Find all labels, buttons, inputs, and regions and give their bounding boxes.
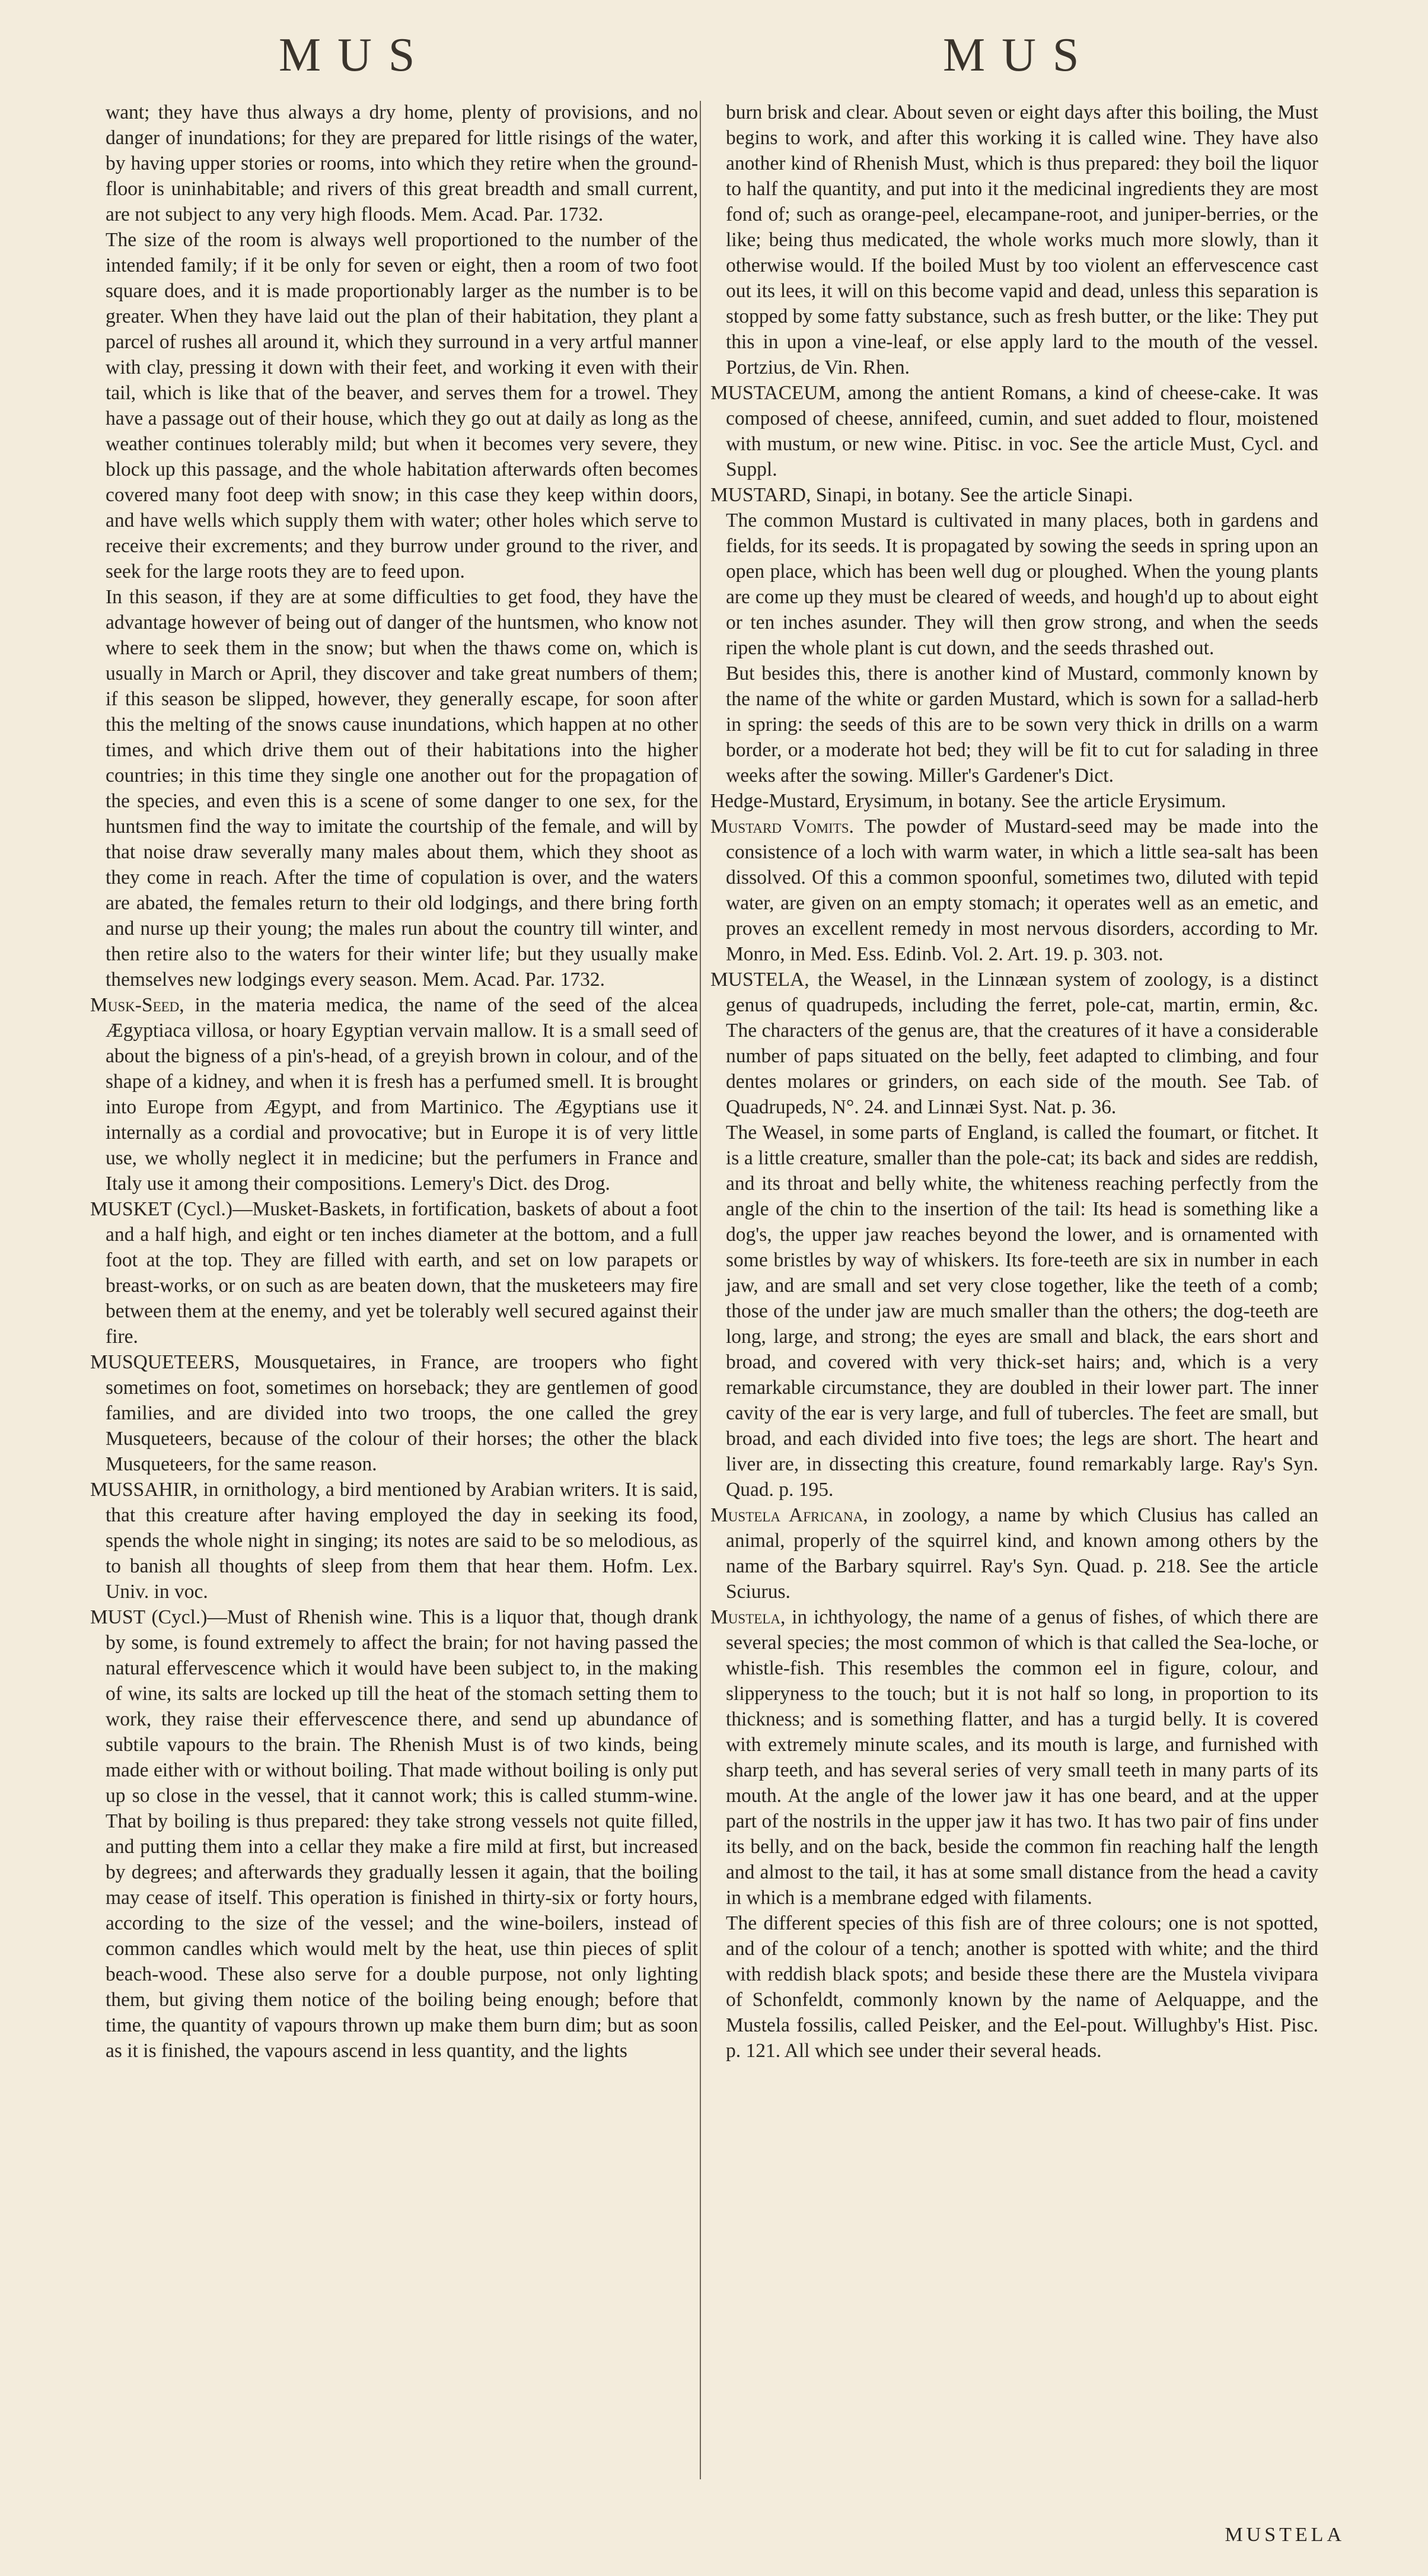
entry-body: in ornithology, a bird mentioned by Arabian writers. It is said, that this creature after having employed the day in seeking its food, spends the whole night in singing; its notes are said to be so melodious, as to banish all thoughts of sleep from them that hear them. Hofm. Lex. Univ. in voc.	[106, 1479, 698, 1603]
entry-body: in the materia medica, the name of the seed of the alcea Ægyptiaca villosa, or hoary Egyptian vervain mallow. It is a small seed of about the bigness of a pin's-head, of a greyish brown in colour, and of the shape of a kidney, and when it is fresh has a perfumed smell. It is brought into Europe from Ægypt, and from Martinico. The Ægyptians use it internally as a cordial and provocative; but in Europe it is of very little use, we wholly neglect it in medicine; but the perfumers in France and Italy use it among their compositions. Lemery's Dict. des Drog.	[106, 994, 698, 1195]
paragraph-fish-species: The different species of this fish are of three colours; one is not spotted, and of the colour of a tench; another is spotted with white; and the third with reddish black spots; and beside these there are the Mustela vivipara of Schonfeldt, commonly known by the name of Aelquappe, and the Mustela fossilis, called Peisker, and the Eel-pout. Willughby's Hist. Pisc. p. 121. All which see under their several heads.	[726, 1912, 1318, 2062]
entry-headword: Mustela Africana,	[710, 1504, 868, 1526]
entry-headword: MUSSAHIR,	[90, 1479, 198, 1501]
entry-body: Mousquetaires, in France, are troopers who fight sometimes on foot, sometimes on horseback; they are gentlemen of good families, and are divided into two troops, the one called the grey Musqueteers, because of the colour of their horses; the other the black Musqueteers, for the same reason.	[106, 1351, 698, 1475]
entry-headword: MUSTACEUM,	[710, 382, 841, 404]
entry-mustela-weasel	[710, 967, 1318, 1120]
catchword: MUSTELA	[1225, 2524, 1345, 2546]
entry-body: the Weasel, in the Linnæan system of zoology, is a distinct genus of quadrupeds, including the ferret, pole-cat, martin, ermin, &c. The characters of the genus are, that the creatures of it have a considerable number of paps situated on the belly, feet adapted to climbing, and four dentes molares or grinders, on each side of the mouth. See Tab. of Quadrupeds, N°. 24. and Linnæi Syst. Nat. p. 36.	[726, 969, 1318, 1118]
paragraph-must-continued: burn brisk and clear. About seven or eight days after this boiling, the Must begins to work, and after this working it is called wine. They have also another kind of Rhenish Must, which is thus prepared: they boil the liquor to half the quantity, and put into it the medicinal ingredients they are most fond of; such as orange-peel, elecampane-root, and juniper-berries, or the like; being thus medicated, the whole works much more slowly, than it otherwise would. If the boiled Must by too violent an effervescence cast out its lees, it will on this become vapid and dead, unless this separation is stopped by some fatty substance, such as fresh butter, or the like: They put this in upon a vine-leaf, or else apply lard to the mouth of the vessel. Portzius, de Vin. Rhen.	[726, 101, 1318, 378]
entry-headword: Mustard Vomits.	[710, 816, 854, 838]
entry-headword: MUSKET	[90, 1198, 172, 1220]
running-head-left: MUS	[279, 29, 432, 81]
entry-mustela-ichthyology	[710, 1604, 1318, 1910]
entry-mustard-vomits	[710, 814, 1318, 967]
entry-hedge-mustard: Hedge-Mustard, Erysimum, in botany. See the article Erysimum.	[710, 790, 1226, 812]
entry-headword: MUSTELA,	[710, 969, 809, 991]
left-column	[90, 100, 698, 2064]
entry-body: The powder of Mustard-seed may be made into the consistence of a loch with warm water, in which a little sea-salt has been dissolved. Of this a common spoonful, sometimes two, diluted with tepid water, are given on an empty stomach; it operates well as an emetic, and proves an excellent remedy in most nervous disorders, according to Mr. Monro, in Med. Ess. Edinb. Vol. 2. Art. 19. p. 303. not.	[726, 816, 1318, 965]
entry-mustela-africana	[710, 1502, 1318, 1604]
entry-mustaceum	[710, 380, 1318, 482]
entry-musqueteers	[90, 1349, 698, 1477]
entry-body: in ichthyology, the name of a genus of fishes, of which there are several species; the most common of which is that called the Sea-loche, or whistle-fish. This resembles the common eel in figure, colour, and slipperyness to the touch; but it is not half so long, in proportion to its thickness; and is something flatter, and has a turgid belly. It is covered with extremely minute scales, and its mouth is large, and furnished with sharp teeth, and has several series of very small teeth in many parts of its mouth. At the angle of the lower jaw it has one beard, and at the upper part of the nostrils in the upper jaw it has two. It has two pair of fins under its belly, and on the back, beside the common fin reaching half the length and almost to the tail, it has at some small distance from the head a cavity in which is a membrane edged with filaments.	[726, 1606, 1318, 1909]
paragraph-hunting-season: In this season, if they are at some difficulties to get food, they have the advantage however of being out of danger of the huntsmen, who know not where to seek them in the snow; but when the thaws come on, which is usually in March or April, they discover and take great numbers of them; if this season be slipped, however, they generally escape, for soon after this the melting of the snows cause inundations, which happen at no other times, and which drive them out of their habitations into the higher countries; in this time they single one another out for the propagation of the species, and even this is a scene of some danger to one sex, for the huntsmen find the way to imitate the courtship of the female, and will by that noise draw severally many males about them, which they shoot as they come in reach. After the time of copulation is over, and the waters are abated, the females return to their old lodgings, and there bring forth and nurse up their young; the males run about the country till winter, and then retire also to the waters for their winter life; but they usually make themselves new lodgings every season. Mem. Acad. Par. 1732.	[106, 586, 698, 991]
paragraph-weasel-description: The Weasel, in some parts of England, is called the foumart, or fitchet. It is a little creature, smaller than the pole-cat; its back and sides are reddish, and its throat and belly white, the whiteness reaching perfectly from the angle of the chin to the insertion of the tail: Its head is something like a dog's, the upper jaw reaches beyond the lower, and is ornamented with some bristles by way of whiskers. Its fore-teeth are six in number in each jaw, and are small and set very close together, like the teeth of a comb; those of the under jaw are much smaller than the others; the dog-teeth are long, large, and strong; the eyes are small and black, the ears short and broad, and covered with very thick-set hairs; and, which is a very remarkable circumstance, they are doubled in their lower part. The inner cavity of the ear is very large, and full of tubercles. The feet are small, but broad, and each divided into five toes; the legs are short. The heart and liver are, in dissecting this creature, found remarkably large. Ray's Syn. Quad. p. 195.	[726, 1122, 1318, 1501]
entry-headword: MUST	[90, 1606, 145, 1628]
entry-body: in zoology, a name by which Clusius has called an animal, properly of the squirrel kind, and known among others by the name of the Barbary squirrel. Ray's Syn. Quad. p. 218. See the article Sciurus.	[726, 1504, 1318, 1603]
entry-mussahir	[90, 1477, 698, 1604]
entry-body: (Cycl.)—Musket-Baskets, in fortification, baskets of about a foot and a half high, and eight or ten inches diameter at the bottom, and a full foot at the top. They are filled with earth, and set on low parapets or breast-works, or on such as are beaten down, that the musketeers may fire between them at the enemy, and yet be tolerably well secured against their fire.	[106, 1198, 698, 1348]
entry-body: (Cycl.)—Must of Rhenish wine. This is a liquor that, though drank by some, is found extremely to affect the brain; for not having passed the natural effervescence which it would have been subject to, in the making of wine, its salts are locked up till the heat of the stomach setting them to work, they raise their effervescence there, and send up abundance of subtile vapours to the brain. The Rhenish Must is of two kinds, being made either with or without boiling. That made without boiling is only put up so close in the vessel, that it cannot work; this is called stumm-wine. That by boiling is thus prepared: they take strong vessels not quite filled, and putting them into a cellar they make a fire mild at first, but increased by degrees; and afterwards they gradually lessen it again, that the boiling may cease of itself. This operation is finished in thirty-six or forty hours, according to the size of the vessel; and the wine-boilers, instead of common candles which would melt by the heat, use thin pieces of split beach-wood. These also serve for a double purpose, not only lighting them, but giving them notice of the boiling being enough; before that time, the quantity of vapours thrown up make them burn dim; but as soon as it is finished, the vapours ascend in less quantity, and the lights	[106, 1606, 698, 2062]
running-head-right: MUS	[943, 29, 1096, 81]
right-column	[710, 100, 1318, 2064]
entry-headword: MUSQUETEERS,	[90, 1351, 240, 1373]
paragraph-muskrat-dwellings: want; they have thus always a dry home, plenty of provisions, and no danger of inundations; for they are prepared for little risings of the water, by having upper stories or rooms, into which they retire when the ground-floor is uninhabitable; and rivers of this great breadth and small current, are not subject to any very high floods. Mem. Acad. Par. 1732.	[106, 101, 698, 225]
entry-body: among the antient Romans, a kind of cheese-cake. It was composed of cheese, annifeed, cumin, and suet added to flour, moistened with mustum, or new wine. Pitisc. in voc. See the article Must, Cycl. and Suppl.	[726, 382, 1318, 480]
entry-headword: Mustela,	[710, 1606, 786, 1628]
entry-musket	[90, 1196, 698, 1349]
paragraph-room-size: The size of the room is always well proportioned to the number of the intended family; if it be only for seven or eight, then a room of two foot square does, and it is made proportionably larger as the number is to be greater. When they have laid out the plan of their habitation, they plant a parcel of rushes all around it, which they surround in a very artful manner with clay, pressing it down with their feet, and working it even with their tail, which is like that of the beaver, and serves them for a trowel. They have a passage out of their house, which they go out at daily as long as the weather continues tolerably mild; but when it becomes very severe, they block up this passage, and the whole habitation afterwards often becomes covered many foot deep with snow; in this case they keep within doors, and have wells which supply them with water; other holes which serve to receive their excrements; and they burrow under ground to the river, and seek for the large roots they are to feed upon.	[106, 229, 698, 582]
paragraph-common-mustard: The common Mustard is cultivated in many places, both in gardens and fields, for its seeds. It is propagated by sowing the seeds in spring upon an open place, which has been well dug or ploughed. When the young plants are come up they must be cleared of weeds, and hough'd up to about eight or ten inches asunder. They will then grow strong, and when the seeds ripen the whole plant is cut down, and the seeds thrashed out.	[726, 510, 1318, 659]
entry-mustard	[710, 482, 1318, 508]
paragraph-white-mustard: But besides this, there is another kind of Mustard, commonly known by the name of the white or garden Mustard, which is sown for a sallad-herb in spring: the seeds of this are to be sown very thick in drills on a warm border, or a moderate hot bed; they will be fit to cut for salading in three weeks after the sowing. Miller's Gardener's Dict.	[726, 663, 1318, 787]
column-divider	[700, 101, 701, 2479]
entry-headword: Musk-Seed,	[90, 994, 184, 1016]
entry-musk-seed	[90, 992, 698, 1196]
entry-body: Sinapi, in botany. See the article Sinapi.	[811, 484, 1133, 506]
entry-headword: MUSTARD,	[710, 484, 811, 506]
entry-must	[90, 1604, 698, 2064]
